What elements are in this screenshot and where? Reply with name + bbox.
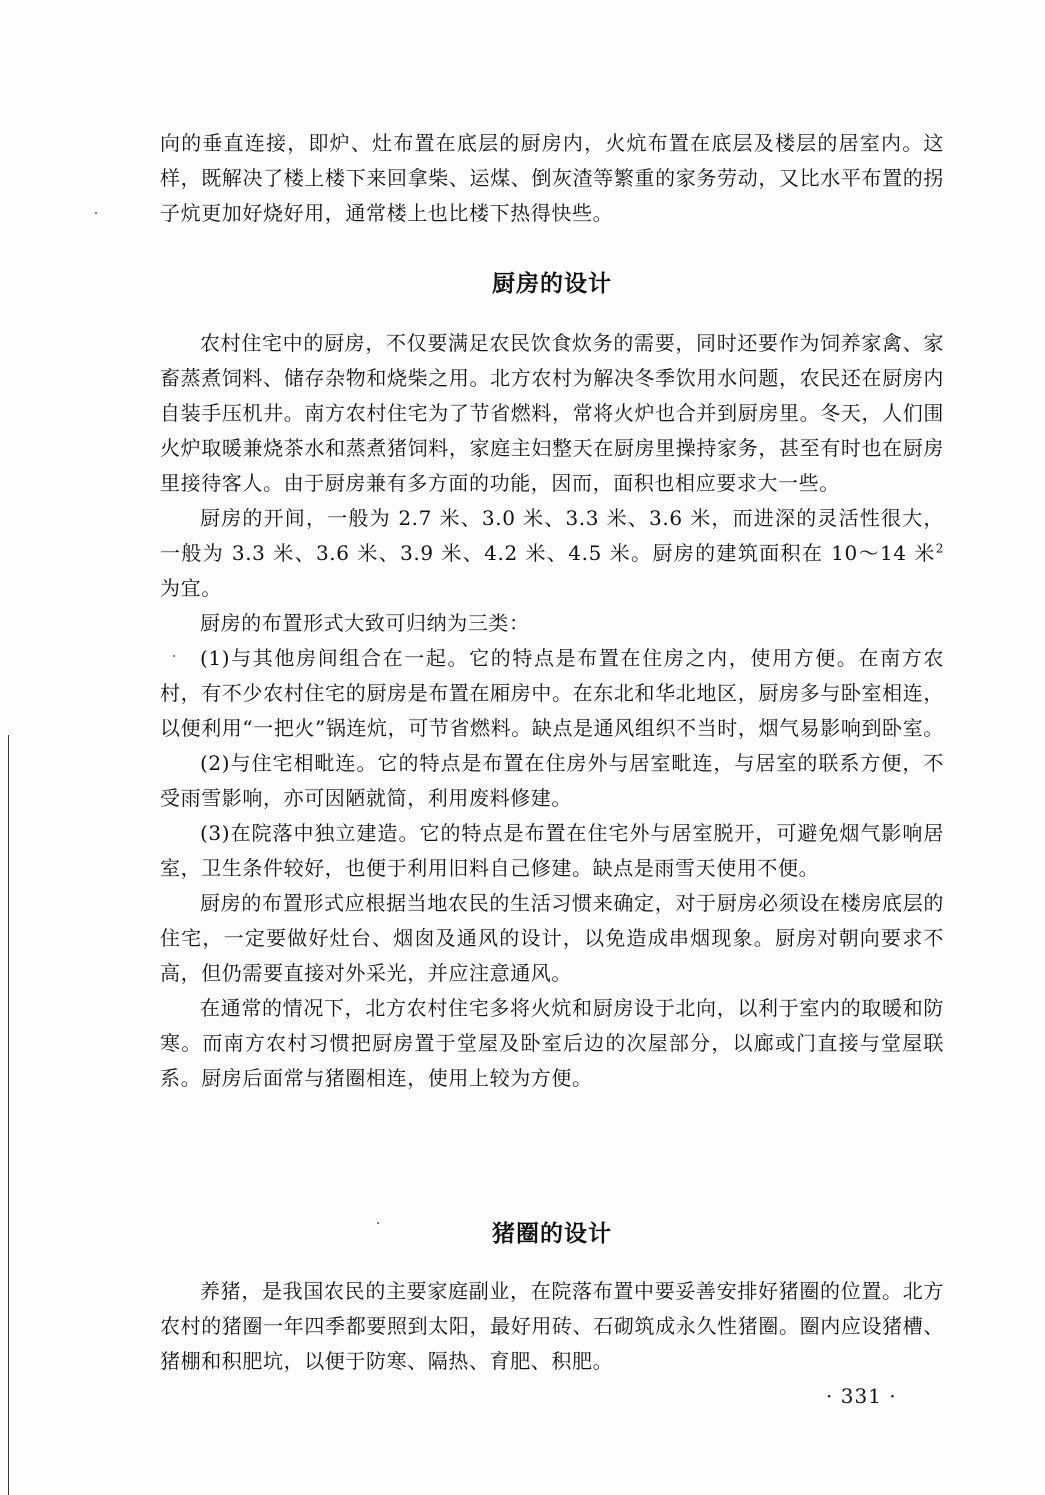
kitchen-paragraph-layout-types: 厨房的布置形式大致可归纳为三类： bbox=[200, 611, 530, 635]
kitchen-section-heading: 厨房的设计 bbox=[492, 271, 612, 297]
scan-speck bbox=[173, 655, 175, 657]
scan-speck bbox=[95, 212, 97, 214]
kitchen-paragraph-type-1: (1)与其他房间组合在一起。它的特点是布置在住房之内，使用方便。在南方农村，有不少农村住宅的厨房是布置在厢房中。在东北和华北地区，厨房多与卧室相连，以便利用“一把火”锅连炕，可节省燃料。缺点是通风组织不当时，烟气易影响到卧室。 bbox=[160, 646, 944, 740]
kitchen-paragraph-orientation: 在通常的情况下，北方农村住宅多将火炕和厨房设于北向，以利于室内的取暖和防寒。而南方农村习惯把厨房置于堂屋及卧室后边的次屋部分，以廊或门直接与堂屋联系。厨房后面常与猪圈相连，使用上较为方便。 bbox=[160, 996, 944, 1090]
pigsty-paragraph: 养猪，是我国农民的主要家庭副业，在院落布置中要妥善安排好猪圈的位置。北方农村的猪圈一年四季都要照到太阳，最好用砖、石砌筑成永久性猪圈。圈内应设猪槽、猪棚和积肥坑，以便于防寒、隔热、育肥、积肥。 bbox=[160, 1279, 944, 1373]
top-text-block bbox=[160, 126, 944, 231]
kitchen-paragraph-layout-choice: 厨房的布置形式应根据当地农民的生活习惯来确定，对于厨房必须设在楼房底层的住宅，一定要做好灶台、烟囱及通风的设计，以免造成串烟现象。厨房对朝向要求不高，但仍需要直接对外采光，并应注意通风。 bbox=[160, 891, 944, 985]
square-superscript: 2 bbox=[935, 541, 944, 556]
kitchen-dimensions-text: 厨房的开间，一般为 2.7 米、3.0 米、3.3 米、3.6 米，而进深的灵活性很大，一般为 3.3 米、3.6 米、3.9 米、4.2 米、4.5 米。厨房的建筑面积在 10～14 米 bbox=[160, 506, 944, 565]
scan-speck bbox=[377, 1222, 379, 1224]
kitchen-paragraph-type-2: (2)与住宅相毗连。它的特点是布置在住房外与居室毗连，与居室的联系方便，不受雨雪影响，亦可因陋就简，利用废料修建。 bbox=[160, 751, 944, 810]
kitchen-paragraph-dimensions bbox=[160, 501, 944, 606]
kitchen-paragraph-intro: 农村住宅中的厨房，不仅要满足农民饮食炊务的需要，同时还要作为饲养家禽、家畜蒸煮饲料、储存杂物和烧柴之用。北方农村为解决冬季饮用水问题，农民还在厨房内自装手压机井。南方农村住宅为了节省燃料，常将火炉也合并到厨房里。冬天，人们围火炉取暖兼烧茶水和蒸煮猪饲料，家庭主妇整天在厨房里操持家务，甚至有时也在厨房里接待客人。由于厨房兼有多方面的功能，因而，面积也相应要求大一些。 bbox=[160, 331, 944, 495]
pigsty-section-heading: 猪圈的设计 bbox=[492, 1221, 612, 1247]
pigsty-text-block bbox=[160, 1274, 944, 1379]
kitchen-dimensions-tail: 为宜。 bbox=[160, 576, 222, 600]
kitchen-paragraph-type-3: (3)在院落中独立建造。它的特点是布置在住宅外与居室脱开，可避免烟气影响居室，卫生条件较好，也便于利用旧料自己修建。缺点是雨雪天使用不便。 bbox=[160, 821, 944, 880]
continued-paragraph: 向的垂直连接，即炉、灶布置在底层的厨房内，火炕布置在底层及楼层的居室内。这样，既解决了楼上楼下来回拿柴、运煤、倒灰渣等繁重的家务劳动，又比水平布置的拐子炕更加好烧好用，通常楼上也比楼下热得快些。 bbox=[160, 131, 944, 225]
scan-edge-line bbox=[8, 735, 9, 1495]
kitchen-text-block bbox=[160, 326, 944, 1096]
page-number: · 331 · bbox=[826, 1384, 897, 1408]
